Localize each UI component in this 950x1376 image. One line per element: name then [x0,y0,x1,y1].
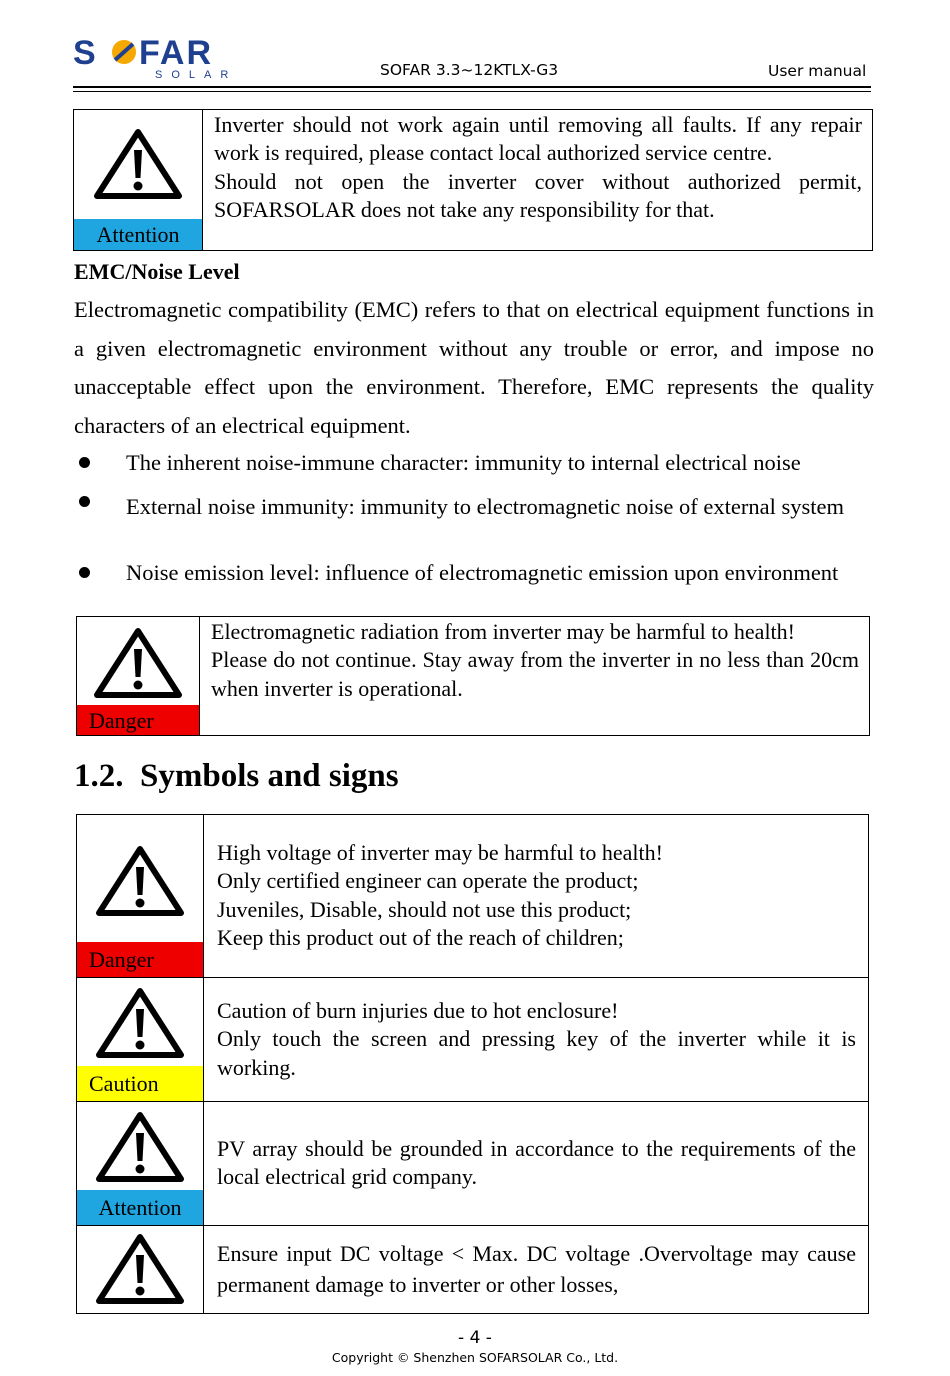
symbol-text-caution [217,997,856,1082]
symbol-text-voltage [217,1239,856,1300]
symbol-text-attention [217,1135,856,1192]
danger-icon-cell [77,617,200,735]
attention-line-2: Should not open the inverter cover without authorized permit, SOFARSOLAR does not take any responsibility for that. [214,168,862,223]
symbols-table [76,814,869,1314]
emc-bullet-2: External noise immunity: immunity to electromagnetic noise of external system [126,494,844,519]
symbol-attention-line-1: PV array should be grounded in accordance to the requirements of the local electrical grid company. [217,1136,856,1190]
header-title: SOFAR 3.3~12KTLX-G3 [380,61,559,79]
attention-label: Attention [74,219,202,250]
emc-bullet-1: The inherent noise-immune character: immunity to internal electrical noise [126,450,801,475]
attention-notice [73,109,873,251]
symbol-danger-line-2: Only certified engineer can operate the product; [217,868,639,894]
symbol-icon-cell [77,1225,204,1313]
emc-bullet-3: Noise emission level: influence of electromagnetic emission upon environment [126,560,839,585]
warning-triangle-icon [93,627,183,699]
logo-sub-text: SOLAR [155,69,238,80]
footer-copyright: Copyright © Shenzhen SOFARSOLAR Co., Ltd. [331,1350,619,1365]
bullet-dot [79,496,90,507]
attention-icon-cell [74,110,203,250]
symbol-row-attention [77,1101,868,1226]
warning-triangle-icon [93,128,183,200]
symbol-danger-line-3: Juveniles, Disable, should not use this product; [217,896,632,922]
danger-line-1: Electromagnetic radiation from inverter may be harmful to health! [211,619,795,644]
sofar-logo-graphic [73,36,261,80]
symbol-caution-line-1: Caution of burn injuries due to hot enclosure! [217,998,619,1023]
symbol-label-caution: Caution [77,1066,203,1101]
danger-text [211,618,859,703]
sofar-logo [73,36,261,80]
symbol-danger-line-1: High voltage of inverter may be harmful to health! [217,840,663,865]
symbol-text-danger [217,839,856,953]
logo-letters-s: S [73,36,98,72]
symbol-label-danger: Danger [77,942,203,977]
section-title: 1.2. Symbols and signs [74,758,399,794]
emc-paragraph: Electromagnetic compatibility (EMC) refers to that on electrical equipment functions in a given electromagnetic environment without any trouble or error, and impose no unacceptable effect upon the environment. Therefore, EMC represents the quality characters of an electrical equipment. [74,297,874,438]
header-rule-thin [73,91,871,92]
symbol-row-caution [77,977,868,1102]
symbol-icon-cell [77,815,204,977]
warning-triangle-icon [95,1233,185,1305]
danger-label: Danger [77,705,199,735]
page-number: - 4 - [458,1328,492,1348]
attention-text [214,111,862,225]
emc-heading: EMC/Noise Level [74,259,240,284]
header-section-label: User manual [768,62,867,80]
warning-triangle-icon [95,987,185,1059]
logo-letters-far: FAR [139,36,213,72]
warning-triangle-icon [95,845,185,917]
symbol-voltage-line-1: Ensure input DC voltage < Max. DC voltage .Overvoltage may cause permanent damage to inverter or other losses, [217,1241,856,1297]
symbol-icon-cell [77,977,204,1101]
bullet-dot [79,457,90,468]
symbol-row-voltage [77,1225,868,1313]
danger-line-2: Please do not continue. Stay away from the inverter in no less than 20cm when inverter is operational. [211,647,859,701]
danger-notice [76,616,870,736]
symbol-danger-line-4: Keep this product out of the reach of children; [217,925,624,951]
attention-line-1: Inverter should not work again until removing all faults. If any repair work is required, please contact local authorized service centre. [214,112,862,166]
bullet-dot [79,567,90,578]
symbol-icon-cell [77,1101,204,1225]
symbol-caution-line-2: Only touch the screen and pressing key of the inverter while it is working. [217,1026,856,1080]
warning-triangle-icon [95,1111,185,1183]
symbol-row-danger [77,815,868,978]
header-rule [73,86,871,88]
symbol-label-attention: Attention [77,1190,203,1225]
